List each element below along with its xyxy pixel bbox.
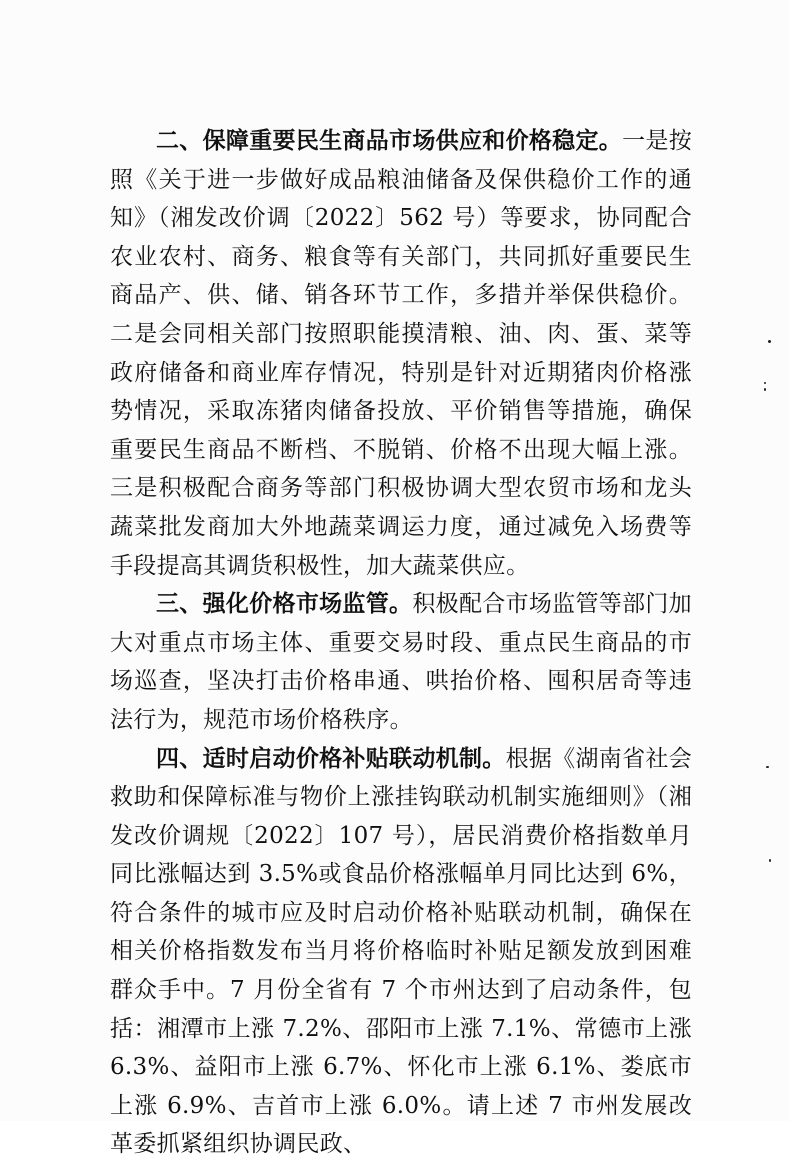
paragraph-text: 一是按照《关于进一步做好成品粮油储备及保供稳价工作的通知》（湘发改价调〔2022〕562 号）等要求，协同配合农业农村、商务、粮食等有关部门，共同抓好重要民生商品产、供、储、销各环节工作，多措并举保供稳价。二是会同相关部门按照职能摸清粮、油、肉、蛋、菜等政府储备和商业库存情况，特别是针对近期猪肉价格涨势情况，采取冻猪肉储备投放、平价销售等措施，确保重要民生商品不断档、不脱销、价格不出现大幅上涨。三是积极配合商务等部门积极协调大型农贸市场和龙头蔬菜批发商加大外地蔬菜调运力度，通过减免入场费等手段提高其调货积极性，加大蔬菜供应。 [110, 128, 692, 579]
scan-speck [769, 859, 771, 862]
paragraph-text: 根据《湖南省社会救助和保障标准与物价上涨挂钩联动机制实施细则》（湘发改价调规〔2022〕107 号），居民消费价格指数单月同比涨幅达到 3.5%或食品价格涨幅单月同比达到 6%，符合条件的城市应及时启动价格补贴联动机制，确保在相关价格指数发布当月将价格临时补贴足额发放到困难群众手中。7 月份全省有 7 个市州达到了启动条件，包括：湘潭市上涨 7.2%、邵阳市上涨 7.1%、常德市上涨 6.3%、益阳市上涨 6.7%、怀化市上涨 6.1%、娄底市上涨 6.9%、吉首市上涨 6.0%。请上述 7 市州发展改革委抓紧组织协调民政、 [110, 746, 692, 1158]
scan-speck [764, 382, 766, 384]
paragraph-heading: 二、保障重要民生商品市场供应和价格稳定。 [156, 128, 622, 154]
scan-speck [768, 340, 771, 343]
scan-speck [766, 766, 769, 768]
paragraph-heading: 四、适时启动价格补贴联动机制。 [156, 746, 506, 772]
paragraph-market-supervision [110, 585, 692, 739]
document-body [110, 122, 692, 1164]
paragraph-supply-price-stability [110, 122, 692, 585]
paragraph-text: 积极配合市场监管等部门加大对重点市场主体、重要交易时段、重点民生商品的市场巡查，坚决打击价格串通、哄抬价格、囤积居奇等违法行为，规范市场价格秩序。 [110, 591, 692, 733]
scan-speck [764, 388, 766, 391]
paragraph-subsidy-mechanism [110, 740, 692, 1164]
paragraph-heading: 三、强化价格市场监管。 [156, 591, 412, 617]
